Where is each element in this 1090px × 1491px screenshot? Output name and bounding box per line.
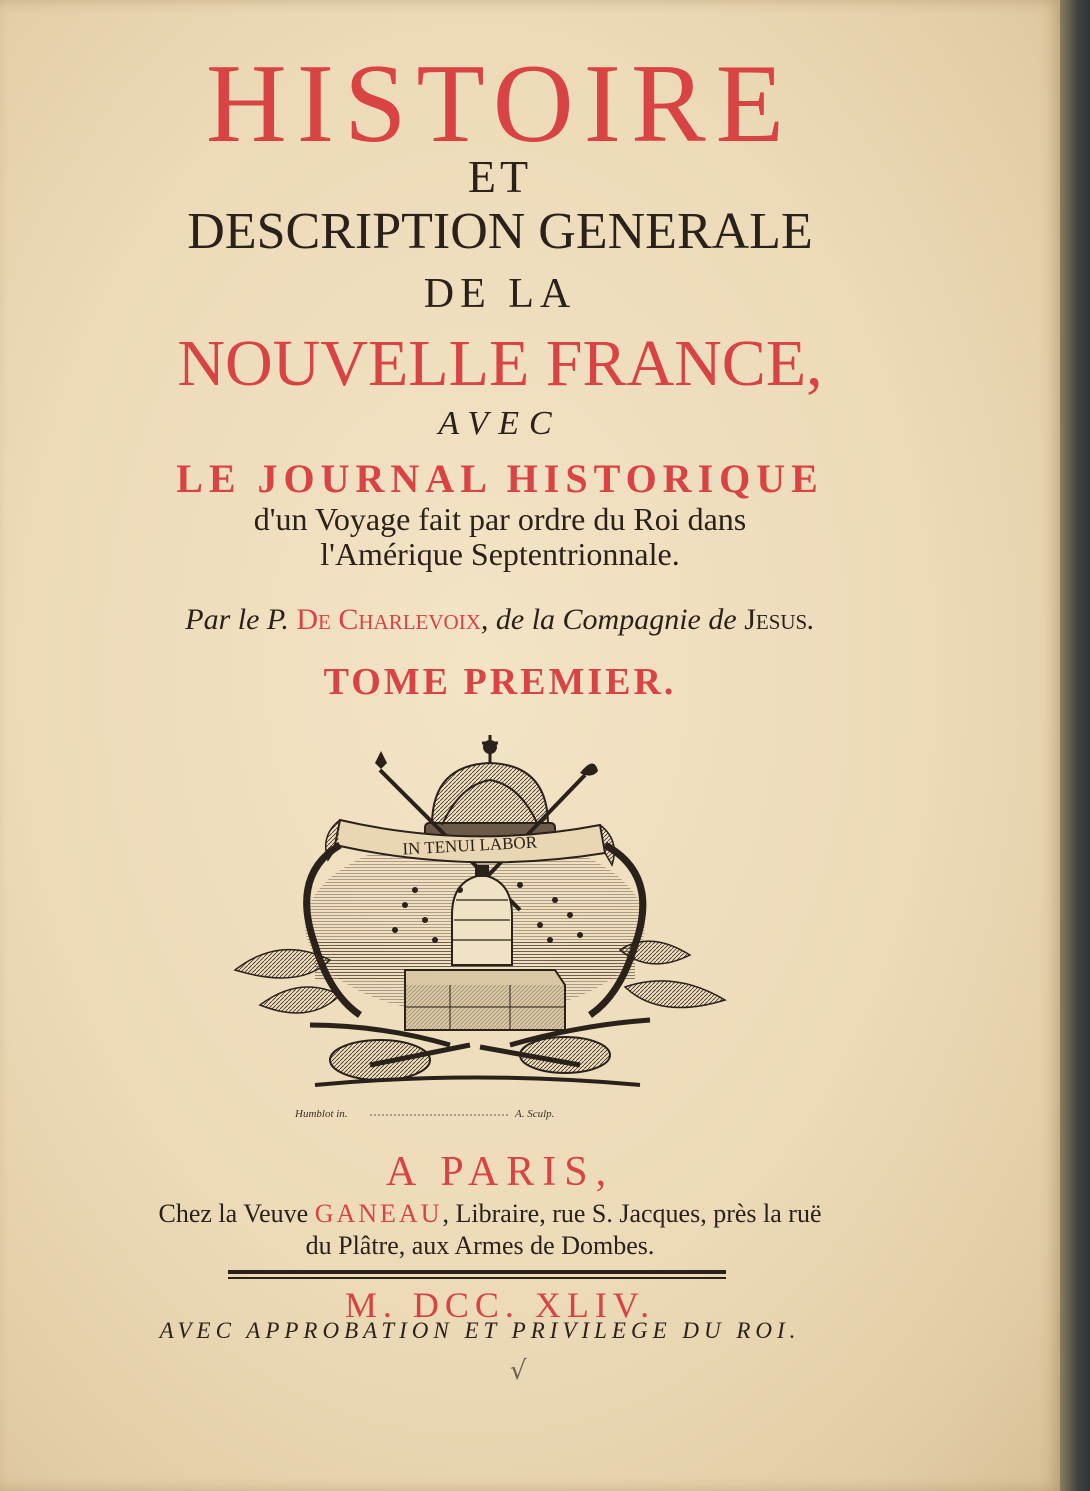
credit-engraver: A. Sculp. <box>515 1108 555 1120</box>
publisher-prefix: Chez la Veuve <box>158 1199 309 1228</box>
author-suffix: , de la Compagnie de <box>480 603 737 636</box>
double-rule-thin <box>228 1277 726 1279</box>
volume-label: TOME PREMIER. <box>323 661 677 703</box>
title-description: DESCRIPTION GENERALE <box>187 203 813 260</box>
publisher-rest: , Libraire, rue S. Jacques, près la ruë <box>442 1199 822 1228</box>
credit-designer: Humblot in. <box>295 1108 348 1120</box>
beavers-icon <box>315 1037 640 1085</box>
publisher-name: GANEAU <box>314 1199 443 1228</box>
stone-pedestal <box>405 970 565 1030</box>
main-title: HISTOIRE <box>205 42 795 166</box>
pencil-check-mark: √ <box>510 1356 527 1386</box>
title-et: ET <box>467 151 533 202</box>
double-rule-thick <box>228 1270 726 1274</box>
title-nouvelle-france: NOUVELLE FRANCE, <box>177 327 823 400</box>
imprint-city: A PARIS, <box>385 1149 615 1195</box>
subtitle-line-2: l'Amérique Septentrionnale. <box>320 536 680 572</box>
title-de-la: DE LA <box>423 271 577 317</box>
author-line <box>0 603 1000 637</box>
author-end: . <box>807 603 815 636</box>
book-edge <box>1060 0 1090 1491</box>
author-prefix: Par le P. <box>185 603 289 636</box>
printer-vignette <box>220 725 740 1130</box>
crown-icon <box>425 735 555 837</box>
motto-text: IN TENUI LABOR <box>401 832 538 859</box>
subtitle-line-1: d'un Voyage fait par ordre du Roi dans <box>253 501 747 537</box>
author-order: Jesus <box>744 603 808 636</box>
imprint-date: M. DCC. XLIV. <box>344 1285 656 1325</box>
privilege-line: AVEC APPROBATION ET PRIVILEGE DU ROI. <box>159 1318 801 1343</box>
hand-of-justice-icon <box>580 763 598 775</box>
title-avec: AVEC <box>438 405 562 442</box>
imprint-address: du Plâtre, aux Armes de Dombes. <box>305 1231 655 1260</box>
title-journal: LE JOURNAL HISTORIQUE <box>176 456 824 501</box>
author-name: De Charlevoix <box>296 603 481 636</box>
imprint-publisher-line <box>0 1199 990 1229</box>
